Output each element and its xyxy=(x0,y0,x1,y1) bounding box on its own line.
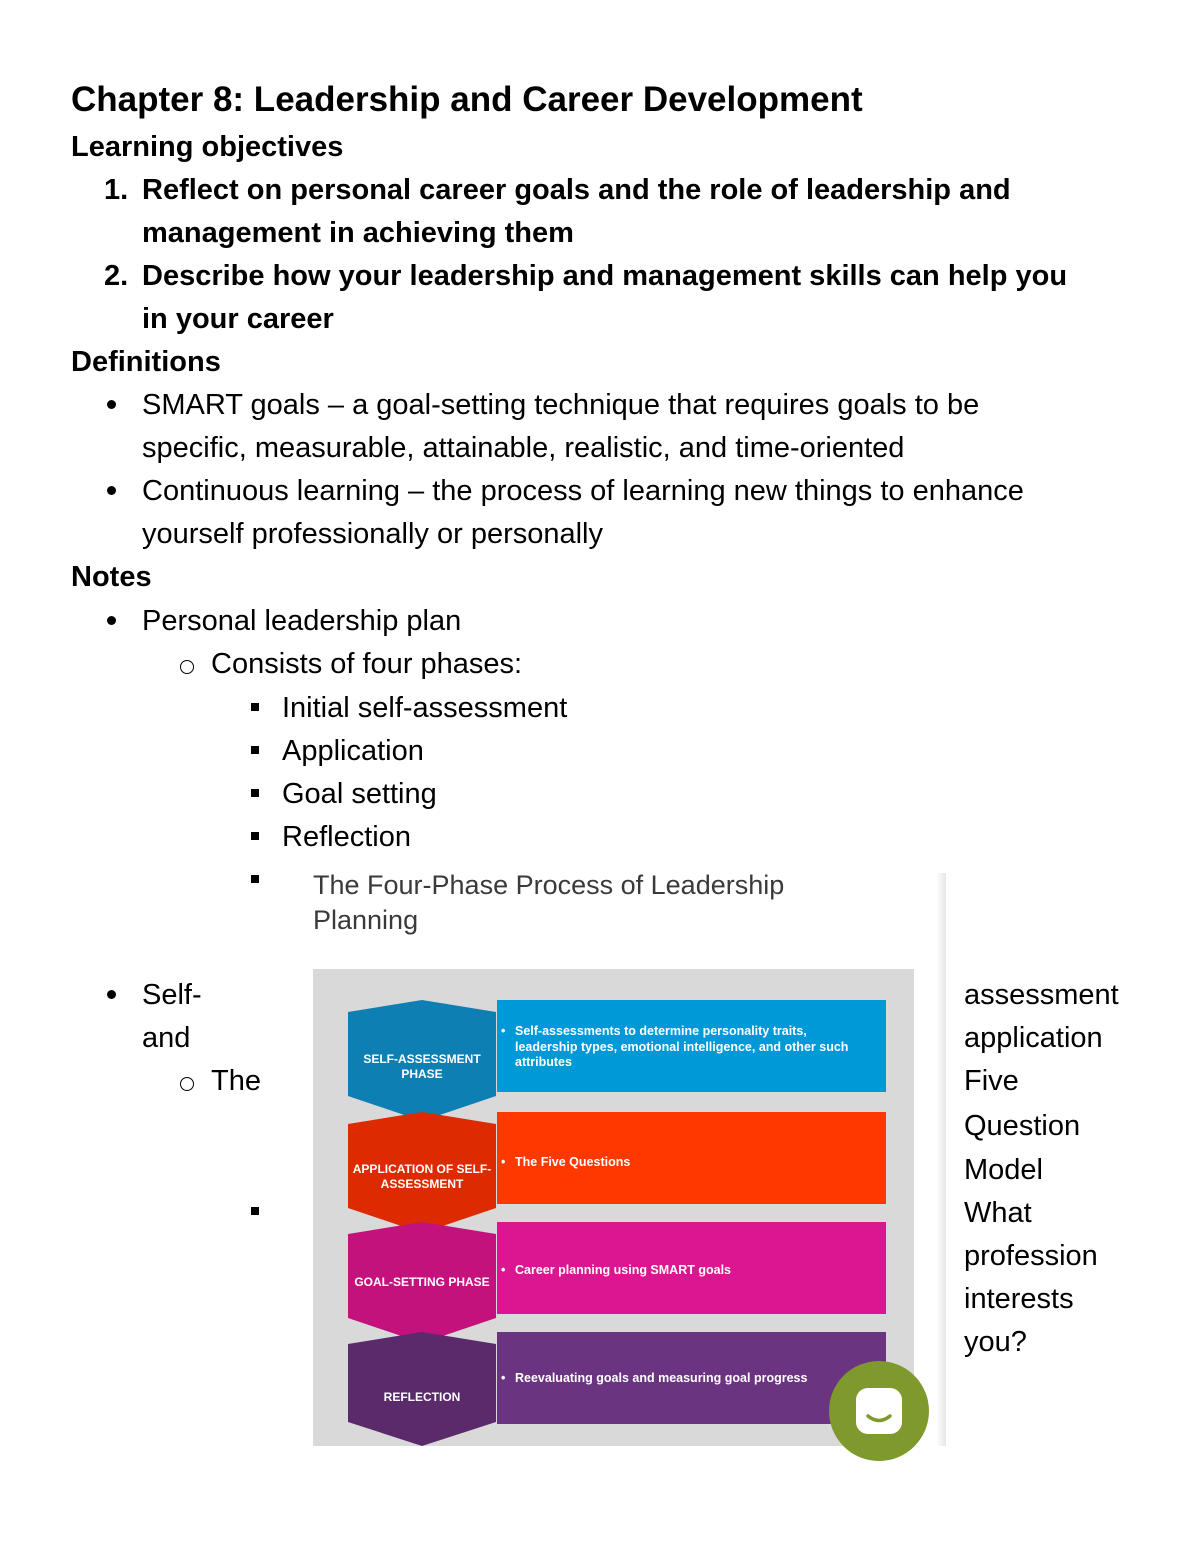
objective-text: Reflect on personal career goals and the role of leadership and xyxy=(142,174,1011,206)
phase-item: Application xyxy=(282,735,424,767)
bullet-icon xyxy=(107,400,116,409)
notes-heading: Notes xyxy=(71,561,152,593)
circle-bullet-icon xyxy=(180,1077,194,1091)
phases-intro: Consists of four phases: xyxy=(211,648,523,680)
phase-item: Initial self-assessment xyxy=(282,692,568,724)
square-bullet-icon xyxy=(251,703,259,711)
self-assessment-fragment: Self- xyxy=(142,979,202,1011)
phase-description: • The Five Questions xyxy=(515,1155,866,1171)
self-assessment-fragment: application xyxy=(964,1022,1103,1054)
phase-chevron-reflection xyxy=(348,1332,496,1446)
five-question-fragment: Question xyxy=(964,1110,1081,1142)
phase-label: REFLECTION xyxy=(383,1390,461,1404)
phase-label: SELF-ASSESSMENT PHASE xyxy=(363,1052,481,1081)
page-title: Chapter 8: Leadership and Career Development xyxy=(71,80,863,119)
notes-plan: Personal leadership plan xyxy=(142,605,462,637)
objective-text: management in achieving them xyxy=(142,217,574,249)
question-fragment: What xyxy=(964,1197,1032,1229)
objective-text: Describe how your leadership and management skills can help you xyxy=(142,260,1068,292)
objective-text: in your career xyxy=(142,303,334,335)
phase-description: • Self-assessments to determine personality traits, leadership types, emotional intelligence, and other such attributes xyxy=(515,1024,866,1071)
square-bullet-icon xyxy=(251,1207,259,1215)
phase-label: APPLICATION OF SELF-ASSESSMENT xyxy=(352,1162,492,1191)
phase-bar-reflection xyxy=(497,1332,886,1424)
phase-bar-self-assessment xyxy=(497,1000,886,1092)
square-bullet-icon xyxy=(251,789,259,797)
question-fragment: interests xyxy=(964,1283,1074,1315)
phase-description: • Reevaluating goals and measuring goal progress xyxy=(515,1371,866,1387)
five-question-fragment: Model xyxy=(964,1154,1043,1186)
definition-text: yourself professionally or personally xyxy=(142,518,603,550)
five-question-fragment: The xyxy=(211,1065,261,1097)
phase-item: Reflection xyxy=(282,821,411,853)
question-fragment: profession xyxy=(964,1240,1098,1272)
definition-text: SMART goals – a goal-setting technique that requires goals to be xyxy=(142,389,980,421)
bullet-icon xyxy=(107,990,116,999)
chat-bubble-icon xyxy=(853,1385,905,1437)
phase-item: Goal setting xyxy=(282,778,437,810)
phase-bar-goal-setting xyxy=(497,1222,886,1314)
definition-text: Continuous learning – the process of learning new things to enhance xyxy=(142,475,1024,507)
objective-number: 2. xyxy=(104,260,129,292)
learning-objectives-heading: Learning objectives xyxy=(71,131,344,163)
question-fragment: you? xyxy=(964,1326,1027,1358)
figure-shadow xyxy=(936,873,946,1446)
phase-chevron-application xyxy=(348,1112,496,1233)
phase-label: GOAL-SETTING PHASE xyxy=(354,1275,490,1289)
self-assessment-fragment: and xyxy=(142,1022,191,1054)
phase-description: • Career planning using SMART goals xyxy=(515,1263,866,1279)
square-bullet-icon xyxy=(251,832,259,840)
circle-bullet-icon xyxy=(180,660,194,674)
self-assessment-fragment: assessment xyxy=(964,979,1119,1011)
phase-chevron-goal-setting xyxy=(348,1222,496,1343)
objective-number: 1. xyxy=(104,174,129,206)
phase-bar-application xyxy=(497,1112,886,1204)
bullet-icon xyxy=(107,616,116,625)
figure-title: The Four-Phase Process of Leadership Planning xyxy=(313,870,785,935)
five-question-fragment: Five xyxy=(964,1065,1019,1097)
bullet-icon xyxy=(107,486,116,495)
chat-button[interactable] xyxy=(829,1361,929,1461)
definitions-heading: Definitions xyxy=(71,346,221,378)
square-bullet-icon xyxy=(251,746,259,754)
definition-text: specific, measurable, attainable, realistic, and time-oriented xyxy=(142,432,905,464)
square-bullet-icon xyxy=(251,875,259,883)
phase-chevron-self-assessment xyxy=(348,1000,496,1121)
